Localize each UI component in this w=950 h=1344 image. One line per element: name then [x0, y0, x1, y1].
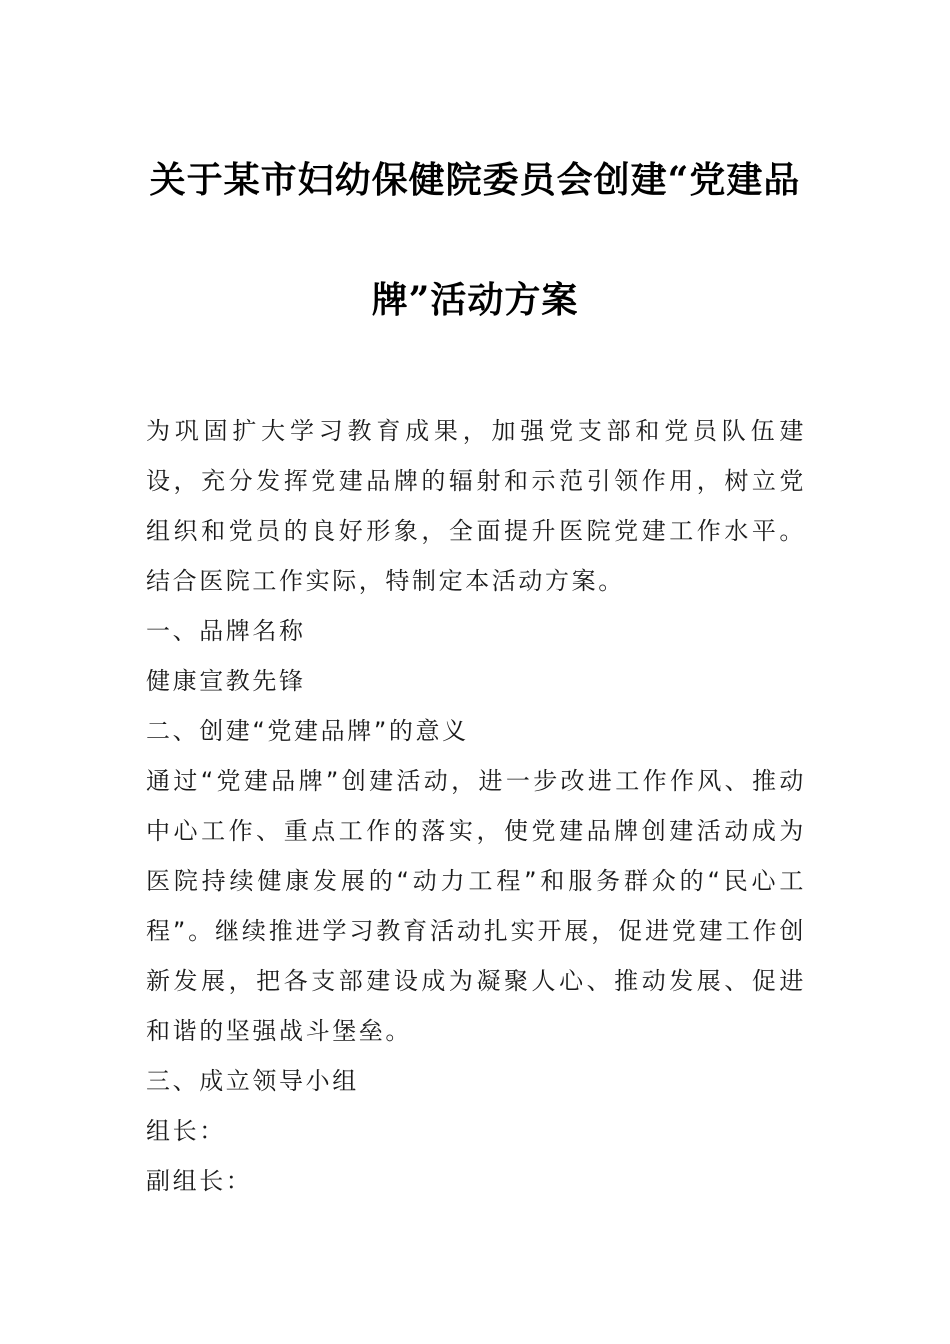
document-title-line-2: 牌”活动方案	[371, 279, 579, 321]
section-2-content: 通过“党建品牌”创建活动，进一步改进工作作风、推动中心工作、重点工作的落实，使党建品牌创建活动成为医院持续健康发展的“动力工程”和服务群众的“民心工程”。继续推进学习教育活动扎实开展，促进党建工作创新发展，把各支部建设成为凝聚人心、推动发展、促进和谐的坚强战斗堡垒。	[146, 767, 806, 1045]
section-1-content: 健康宣教先锋	[146, 667, 306, 695]
section-1-heading: 一、品牌名称	[146, 617, 306, 645]
intro-paragraph: 为巩固扩大学习教育成果，加强党支部和党员队伍建设，充分发挥党建品牌的辐射和示范引领作用，树立党组织和党员的良好形象，全面提升医院党建工作水平。结合医院工作实际，特制定本活动方案。	[146, 417, 806, 595]
section-3-heading: 三、成立领导小组	[146, 1067, 359, 1095]
deputy-leader-label: 副组长：	[146, 1167, 253, 1195]
leader-label: 组长：	[146, 1117, 226, 1145]
section-2-heading: 二、创建“党建品牌”的意义	[146, 717, 469, 745]
document-title-line-1: 关于某市妇幼保健院委员会创建“党建品	[149, 159, 801, 201]
document-body	[146, 406, 806, 1206]
